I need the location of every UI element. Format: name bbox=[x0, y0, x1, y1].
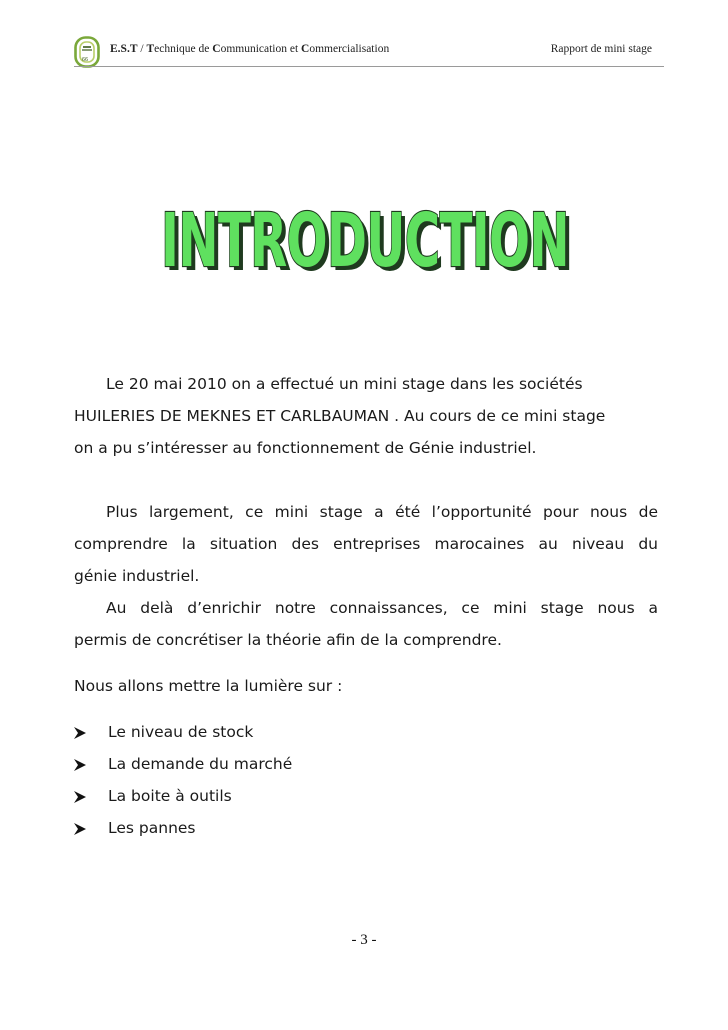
paragraph-line: on a pu s’intéresser au fonctionnement de Génie industriel. bbox=[74, 439, 537, 457]
title-shadow: INTRODUCTION bbox=[165, 202, 573, 288]
arrow-bullet-icon bbox=[74, 823, 86, 835]
header-separator: / bbox=[137, 43, 147, 55]
arrow-bullet-icon bbox=[74, 759, 86, 771]
list-item bbox=[74, 812, 474, 844]
header-school-title bbox=[110, 43, 389, 55]
header-c1-initial: C bbox=[212, 43, 221, 55]
arrow-bullet-icon bbox=[74, 791, 86, 803]
svg-text:66: 66 bbox=[82, 57, 89, 63]
header-report-label: Rapport de mini stage bbox=[550, 43, 652, 55]
title-wordart bbox=[150, 178, 580, 288]
header-c2-rest: ommercialisation bbox=[309, 43, 390, 55]
paragraph-enrichment bbox=[74, 592, 658, 656]
paragraph-focus bbox=[74, 670, 658, 702]
paragraph-line: Nous allons mettre la lumière sur : bbox=[74, 677, 343, 695]
page-title bbox=[150, 178, 580, 288]
paragraph-line: permis de concrétiser la théorie afin de la comprendre. bbox=[74, 631, 502, 649]
paragraph-intro bbox=[74, 368, 658, 464]
header-t-initial: T bbox=[146, 43, 155, 55]
list-item-label: Le niveau de stock bbox=[108, 723, 254, 741]
page-header bbox=[74, 36, 664, 68]
paragraph-line: Le 20 mai 2010 on a effectué un mini stage dans les sociétés bbox=[106, 375, 583, 393]
paragraph-opportunity bbox=[74, 496, 658, 592]
header-divider bbox=[74, 66, 664, 67]
header-school-abbr: E.S.T bbox=[110, 43, 138, 55]
header-c2-initial: C bbox=[301, 43, 310, 55]
paragraph-line: génie industriel. bbox=[74, 567, 200, 585]
paragraph-line: comprendre la situation des entreprises marocaines au niveau du bbox=[74, 535, 658, 553]
list-item-label: La demande du marché bbox=[108, 755, 293, 773]
page-number: - 3 - bbox=[351, 932, 377, 948]
list-item bbox=[74, 748, 474, 780]
header-t-rest: echnique de bbox=[154, 43, 213, 55]
school-emblem-icon bbox=[74, 36, 100, 68]
list-item bbox=[74, 780, 474, 812]
list-item-label: Les pannes bbox=[108, 819, 196, 837]
list-item bbox=[74, 716, 474, 748]
paragraph-line: Plus largement, ce mini stage a été l’opportunité pour nous de bbox=[106, 503, 658, 521]
paragraph-line: Au delà d’enrichir notre connaissances, ce mini stage nous a bbox=[106, 599, 658, 617]
paragraph-line: HUILERIES DE MEKNES ET CARLBAUMAN . Au cours de ce mini stage bbox=[74, 407, 606, 425]
title-text: INTRODUCTION bbox=[161, 198, 569, 284]
list-item-label: La boite à outils bbox=[108, 787, 232, 805]
header-c1-rest: ommunication et bbox=[220, 43, 302, 55]
arrow-bullet-icon bbox=[74, 727, 86, 739]
focus-list bbox=[74, 716, 474, 844]
